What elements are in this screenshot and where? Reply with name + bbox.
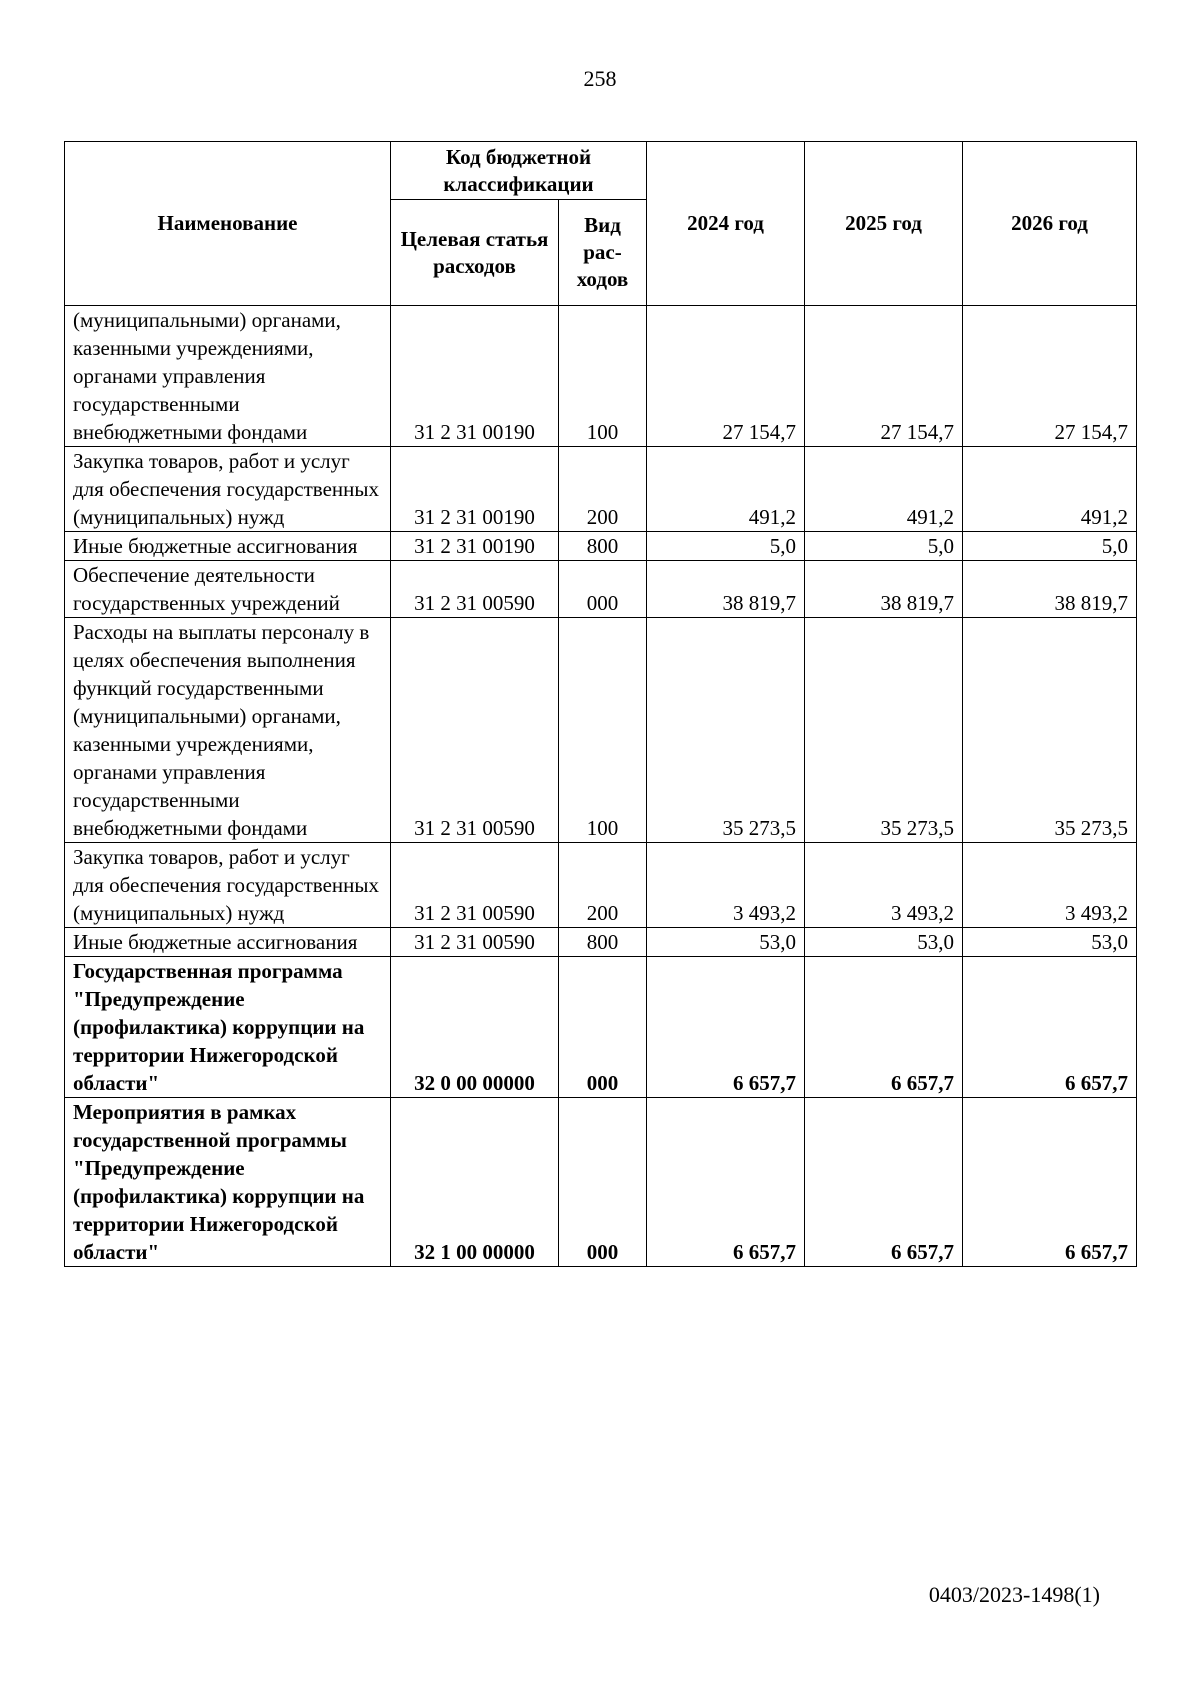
- cell-target: 31 2 31 00590: [391, 561, 559, 618]
- table-row: [65, 618, 1137, 843]
- cell-kind: 000: [559, 561, 647, 618]
- cell-year-2026: 6 657,7: [963, 957, 1137, 1098]
- cell-year-2024: 38 819,7: [647, 561, 805, 618]
- cell-target: 31 2 31 00190: [391, 306, 559, 447]
- cell-target: 32 1 00 00000: [391, 1098, 559, 1267]
- table-row: [65, 561, 1137, 618]
- cell-year-2025: 53,0: [805, 928, 963, 957]
- cell-name: Мероприятия в рамках государственной программы "Предупреждение (профилактика) коррупции на территории Нижегородской области": [65, 1098, 391, 1267]
- cell-target: 31 2 31 00590: [391, 618, 559, 843]
- cell-year-2025: 6 657,7: [805, 1098, 963, 1267]
- cell-year-2024: 5,0: [647, 532, 805, 561]
- cell-year-2026: 53,0: [963, 928, 1137, 957]
- cell-target: 31 2 31 00590: [391, 843, 559, 928]
- cell-year-2026: 5,0: [963, 532, 1137, 561]
- table-row: [65, 957, 1137, 1098]
- cell-year-2026: 6 657,7: [963, 1098, 1137, 1267]
- cell-year-2024: 27 154,7: [647, 306, 805, 447]
- cell-kind: 000: [559, 1098, 647, 1267]
- cell-year-2024: 3 493,2: [647, 843, 805, 928]
- cell-year-2026: 3 493,2: [963, 843, 1137, 928]
- table-body: [65, 306, 1137, 1267]
- cell-name: Государственная программа "Предупреждение (профилактика) коррупции на территории Нижегородской области": [65, 957, 391, 1098]
- cell-target: 31 2 31 00190: [391, 447, 559, 532]
- cell-year-2024: 6 657,7: [647, 1098, 805, 1267]
- cell-kind: 200: [559, 447, 647, 532]
- header-expense-kind: Вид рас-ходов: [559, 200, 647, 306]
- cell-kind: 200: [559, 843, 647, 928]
- cell-name: Обеспечение деятельности государственных учреждений: [65, 561, 391, 618]
- header-name: Наименование: [65, 142, 391, 306]
- cell-year-2024: 491,2: [647, 447, 805, 532]
- cell-kind: 100: [559, 306, 647, 447]
- cell-year-2026: 38 819,7: [963, 561, 1137, 618]
- cell-year-2025: 491,2: [805, 447, 963, 532]
- cell-name: (муниципальными) органами, казенными учреждениями, органами управления государственными внебюджетными фондами: [65, 306, 391, 447]
- header-2024: 2024 год: [647, 142, 805, 306]
- table-row: [65, 447, 1137, 532]
- cell-year-2025: 6 657,7: [805, 957, 963, 1098]
- cell-name: Расходы на выплаты персоналу в целях обеспечения выполнения функций государственными (муниципальными) органами, казенными учреждениями, органами управления государственными внебюджетными фондами: [65, 618, 391, 843]
- cell-target: 31 2 31 00190: [391, 532, 559, 561]
- cell-year-2026: 27 154,7: [963, 306, 1137, 447]
- table-row: [65, 306, 1137, 447]
- cell-kind: 100: [559, 618, 647, 843]
- document-id: 0403/2023-1498(1): [928, 1582, 1100, 1607]
- cell-target: 31 2 31 00590: [391, 928, 559, 957]
- cell-year-2026: 491,2: [963, 447, 1137, 532]
- cell-name: Иные бюджетные ассигнования: [65, 532, 391, 561]
- header-2026: 2026 год: [963, 142, 1137, 306]
- header-target-article: Целевая статья расходов: [391, 200, 559, 306]
- cell-year-2024: 53,0: [647, 928, 805, 957]
- cell-kind: 000: [559, 957, 647, 1098]
- cell-year-2025: 5,0: [805, 532, 963, 561]
- cell-name: Закупка товаров, работ и услуг для обеспечения государственных (муниципальных) нужд: [65, 843, 391, 928]
- header-2025: 2025 год: [805, 142, 963, 306]
- budget-table: [64, 141, 1137, 1267]
- header-code-group: Код бюджетной классификации: [391, 142, 647, 200]
- cell-name: Закупка товаров, работ и услуг для обеспечения государственных (муниципальных) нужд: [65, 447, 391, 532]
- table-row: [65, 1098, 1137, 1267]
- cell-year-2024: 35 273,5: [647, 618, 805, 843]
- cell-year-2026: 35 273,5: [963, 618, 1137, 843]
- cell-name: Иные бюджетные ассигнования: [65, 928, 391, 957]
- cell-year-2025: 3 493,2: [805, 843, 963, 928]
- cell-year-2025: 38 819,7: [805, 561, 963, 618]
- cell-target: 32 0 00 00000: [391, 957, 559, 1098]
- cell-year-2025: 35 273,5: [805, 618, 963, 843]
- cell-year-2024: 6 657,7: [647, 957, 805, 1098]
- cell-year-2025: 27 154,7: [805, 306, 963, 447]
- table-row: [65, 532, 1137, 561]
- table-row: [65, 928, 1137, 957]
- cell-kind: 800: [559, 532, 647, 561]
- table-row: [65, 843, 1137, 928]
- cell-kind: 800: [559, 928, 647, 957]
- page-number: 258: [583, 66, 617, 91]
